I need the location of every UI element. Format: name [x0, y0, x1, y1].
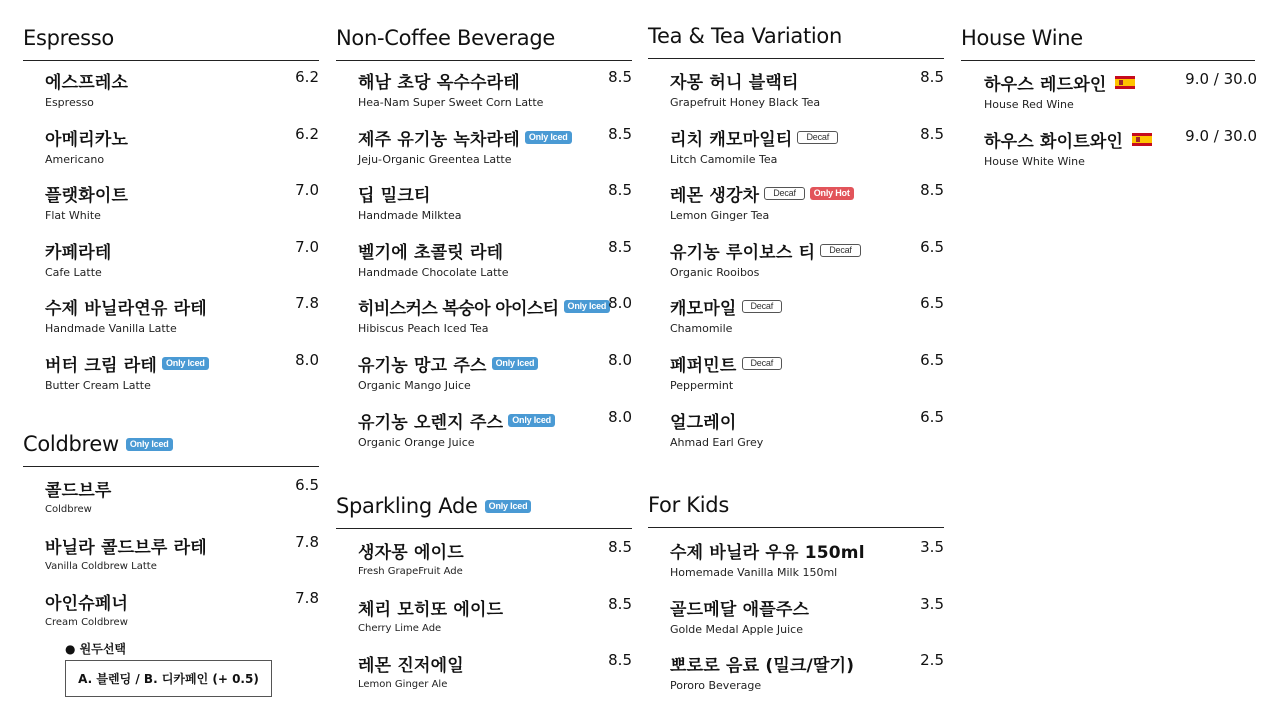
item-price: 6.2: [295, 125, 319, 143]
menu-item[interactable]: [670, 538, 944, 588]
item-price: 8.0: [608, 351, 632, 369]
menu-item[interactable]: [45, 181, 319, 231]
menu-item[interactable]: [358, 538, 632, 588]
menu-item[interactable]: [45, 294, 319, 344]
section-divider: [23, 466, 319, 467]
item-name-ko: 벨기에 초콜릿 라테: [358, 243, 504, 263]
item-name-ko: 골드메달 애플주스: [670, 600, 810, 620]
section-title: [336, 494, 531, 518]
menu-item[interactable]: [358, 238, 632, 288]
item-name-en: Homemade Vanilla Milk 150ml: [670, 566, 838, 579]
item-name-en: Organic Mango Juice: [358, 379, 471, 392]
menu-item[interactable]: [670, 651, 944, 701]
item-name-ko: 체리 모히또 에이드: [358, 600, 504, 620]
section-header: [336, 484, 632, 520]
decaf-badge: Decaf: [820, 244, 861, 257]
item-name-text: 레몬 생강차: [670, 186, 760, 206]
section-title: Non-Coffee Beverage: [336, 26, 555, 50]
decaf-badge: Decaf: [742, 357, 783, 370]
item-name-en: Americano: [45, 153, 105, 166]
bean-select-label: ● 원두선택: [65, 642, 127, 656]
section-coldbrew: [23, 422, 319, 686]
item-name-en: Handmade Milktea: [358, 209, 462, 222]
item-name-en: Hibiscus Peach Iced Tea: [358, 322, 489, 335]
item-price: 8.5: [920, 68, 944, 86]
item-name-ko: [670, 125, 944, 150]
section-espresso: [23, 16, 319, 392]
item-name-ko: 자몽 허니 블랙티: [670, 73, 799, 93]
item-name-text: 히비스커스 복숭아 아이스티: [358, 299, 559, 319]
item-name-text: 페퍼민트: [670, 356, 737, 376]
item-name-ko: 수제 바닐라연유 라테: [45, 299, 207, 319]
decaf-badge: Decaf: [764, 187, 805, 200]
section-header: [961, 16, 1257, 52]
item-name-text: 버터 크림 라테: [45, 356, 157, 376]
item-name-en: Pororo Beverage: [670, 679, 762, 692]
menu-item[interactable]: [670, 595, 944, 645]
menu-item[interactable]: [358, 351, 632, 401]
item-name-en: Grapefruit Honey Black Tea: [670, 96, 821, 109]
section-header: [23, 16, 319, 52]
item-name-text: 하우스 레드와인: [984, 75, 1107, 95]
item-name-en: Butter Cream Latte: [45, 379, 151, 392]
menu-item[interactable]: [670, 408, 944, 458]
menu-item[interactable]: [358, 125, 632, 175]
item-name-ko: [358, 125, 632, 150]
section-header: [648, 14, 944, 50]
menu-item[interactable]: [358, 651, 632, 701]
item-name-ko: [670, 351, 944, 376]
item-name-ko: [358, 408, 632, 433]
menu-item[interactable]: [45, 238, 319, 288]
item-price: 8.5: [608, 595, 632, 613]
menu-item[interactable]: [670, 68, 944, 118]
only-iced-badge: Only Iced: [508, 414, 555, 427]
item-price: 6.5: [295, 476, 319, 494]
section-divider: [336, 60, 632, 61]
item-name-en: Lemon Ginger Ale: [358, 679, 448, 690]
item-name-ko: 얼그레이: [670, 413, 737, 433]
section-divider: [648, 527, 944, 528]
item-name-en: Handmade Chocolate Latte: [358, 266, 509, 279]
item-name-ko: [670, 181, 944, 206]
item-name-en: Espresso: [45, 96, 94, 109]
item-name-ko: 아메리카노: [45, 130, 129, 150]
item-name-en: Golde Medal Apple Juice: [670, 623, 803, 636]
item-price: 6.5: [920, 408, 944, 426]
item-name-en: Chamomile: [670, 322, 733, 335]
item-name-text: 유기농 망고 주스: [358, 356, 487, 376]
menu-item[interactable]: [984, 70, 1257, 120]
section-header: [648, 483, 944, 519]
menu-item[interactable]: [670, 181, 944, 231]
section-for-kids: [648, 483, 944, 692]
item-name-en: Jeju-Organic Greentea Latte: [358, 153, 512, 166]
item-name-ko: 뽀로로 음료 (밀크/딸기): [670, 656, 855, 676]
section-sparkling-ade: [336, 484, 632, 690]
item-price: 7.0: [295, 181, 319, 199]
menu-item[interactable]: [670, 238, 944, 288]
section-non-coffee: [336, 16, 632, 449]
item-price: 6.5: [920, 351, 944, 369]
menu-item[interactable]: [45, 589, 319, 639]
menu-item[interactable]: [45, 476, 319, 526]
item-name-en: Flat White: [45, 209, 101, 222]
only-iced-badge: Only Iced: [564, 300, 611, 313]
menu-item[interactable]: [670, 351, 944, 401]
only-iced-badge: Only Iced: [126, 438, 173, 451]
item-name-en: Peppermint: [670, 379, 734, 392]
only-iced-badge: Only Iced: [162, 357, 209, 370]
item-name-text: 하우스 화이트와인: [984, 132, 1124, 152]
item-name-text: 유기농 오렌지 주스: [358, 413, 504, 433]
menu-item[interactable]: [45, 351, 319, 401]
menu-item[interactable]: [45, 125, 319, 175]
item-name-text: 제주 유기농 녹차라테: [358, 130, 520, 150]
item-price: 3.5: [920, 595, 944, 613]
item-name-en: Litch Camomile Tea: [670, 153, 778, 166]
item-name-ko: 레몬 진저에일: [358, 656, 464, 676]
item-name-ko: [358, 351, 632, 376]
menu-item[interactable]: [670, 125, 944, 175]
item-name-ko: 아인슈페너: [45, 594, 129, 614]
section-title: Espresso: [23, 26, 114, 50]
section-title-text: Sparkling Ade: [336, 494, 478, 518]
item-price: 6.5: [920, 238, 944, 256]
item-name-text: 캐모마일: [670, 299, 737, 319]
menu-item[interactable]: [358, 294, 632, 344]
item-name-en: Cafe Latte: [45, 266, 102, 279]
decaf-badge: Decaf: [797, 131, 838, 144]
item-price: 6.5: [920, 294, 944, 312]
item-price: 8.5: [608, 538, 632, 556]
item-name-ko: 수제 바닐라 우유 150ml: [670, 543, 865, 563]
bean-options-box[interactable]: A. 블렌딩 / B. 디카페인 (+ 0.5): [65, 660, 272, 697]
item-price: 7.8: [295, 589, 319, 607]
item-name-en: Organic Rooibos: [670, 266, 760, 279]
item-price: 7.8: [295, 533, 319, 551]
section-title-text: Coldbrew: [23, 432, 119, 456]
section-divider: [961, 60, 1255, 61]
item-name-en: Handmade Vanilla Latte: [45, 322, 177, 335]
item-name-en: Cherry Lime Ade: [358, 623, 442, 634]
section-header: [23, 422, 319, 458]
item-name-ko: 플랫화이트: [45, 186, 129, 206]
item-name-en: House Red Wine: [984, 98, 1074, 111]
item-name-en: Coldbrew: [45, 504, 92, 515]
item-name-ko: 해남 초당 옥수수라테: [358, 73, 520, 93]
item-price: 9.0 / 30.0: [1185, 70, 1257, 88]
item-price: 6.2: [295, 68, 319, 86]
section-title: [23, 432, 173, 456]
section-house-wine: [961, 16, 1257, 168]
section-header: [336, 16, 632, 52]
item-price: 9.0 / 30.0: [1185, 127, 1257, 145]
item-price: 8.0: [608, 294, 632, 312]
only-iced-badge: Only Iced: [525, 131, 572, 144]
item-price: 8.5: [608, 238, 632, 256]
item-price: 8.0: [608, 408, 632, 426]
item-price: 8.5: [608, 181, 632, 199]
item-price: 8.5: [608, 68, 632, 86]
menu-item[interactable]: [670, 294, 944, 344]
item-name-ko: [670, 294, 944, 319]
item-name-ko: 콜드브루: [45, 481, 112, 501]
menu-item[interactable]: [45, 533, 319, 583]
item-name-en: Organic Orange Juice: [358, 436, 475, 449]
item-name-en: Lemon Ginger Tea: [670, 209, 770, 222]
item-price: 8.5: [920, 125, 944, 143]
section-title: Tea & Tea Variation: [648, 24, 842, 48]
item-name-en: Hea-Nam Super Sweet Corn Latte: [358, 96, 544, 109]
menu-item[interactable]: [984, 127, 1257, 177]
menu-item[interactable]: [358, 408, 632, 458]
menu-item[interactable]: [358, 595, 632, 645]
section-title: For Kids: [648, 493, 729, 517]
item-name-ko: [670, 238, 944, 263]
item-price: 8.0: [295, 351, 319, 369]
item-name-text: 리치 캐모마일티: [670, 130, 793, 150]
item-name-ko: 카페라테: [45, 243, 112, 263]
item-name-text: 유기농 루이보스 티: [670, 243, 816, 263]
menu-item[interactable]: [358, 68, 632, 118]
only-iced-badge: Only Iced: [492, 357, 539, 370]
section-divider: [648, 58, 944, 59]
item-price: 8.5: [920, 181, 944, 199]
decaf-badge: Decaf: [742, 300, 783, 313]
section-tea: [648, 14, 944, 449]
item-name-en: Ahmad Earl Grey: [670, 436, 764, 449]
item-name-ko: [45, 351, 319, 376]
spain-flag-icon: [1115, 76, 1135, 89]
item-name-ko: [358, 294, 632, 319]
section-divider: [336, 528, 632, 529]
item-price: 2.5: [920, 651, 944, 669]
item-name-ko: 딥 밀크티: [358, 186, 431, 206]
item-price: 7.8: [295, 294, 319, 312]
spain-flag-icon: [1132, 133, 1152, 146]
section-divider: [23, 60, 319, 61]
item-name-en: House White Wine: [984, 155, 1085, 168]
item-price: 7.0: [295, 238, 319, 256]
item-name-en: Vanilla Coldbrew Latte: [45, 561, 157, 572]
item-name-ko: 에스프레소: [45, 73, 129, 93]
item-price: 8.5: [608, 651, 632, 669]
only-iced-badge: Only Iced: [485, 500, 532, 513]
item-name-ko: 바닐라 콜드브루 라테: [45, 538, 207, 558]
section-title: House Wine: [961, 26, 1083, 50]
item-name-ko: 생자몽 에이드: [358, 543, 464, 563]
only-hot-badge: Only Hot: [810, 187, 854, 200]
item-price: 3.5: [920, 538, 944, 556]
item-price: 8.5: [608, 125, 632, 143]
menu-item[interactable]: [45, 68, 319, 118]
item-name-en: Cream Coldbrew: [45, 617, 128, 628]
menu-item[interactable]: [358, 181, 632, 231]
item-name-en: Fresh GrapeFruit Ade: [358, 566, 463, 577]
